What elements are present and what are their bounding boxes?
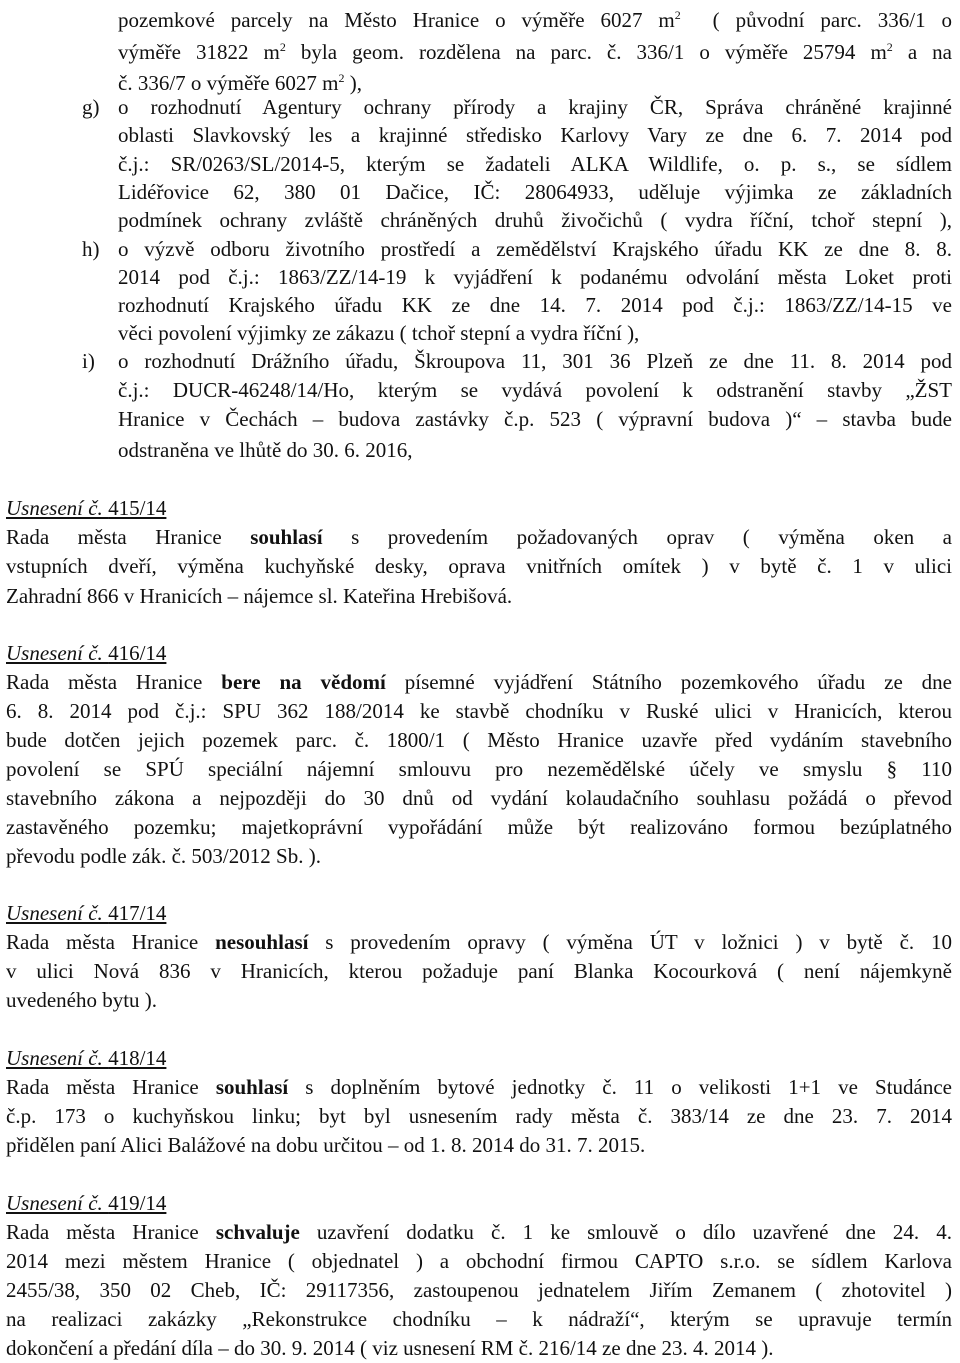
- item-h-label: h): [82, 237, 100, 261]
- resolution-line: 2014 mezi městem Hranice ( objednatel ) a obchodní firmou CAPTO s.r.o. se sídlem Karlova: [6, 1249, 952, 1273]
- item-i-line: Hranice v Čechách – budova zastávky č.p. 523 ( výpravní budova )“ – stavba bude: [118, 407, 952, 431]
- resolution-line: vstupních dveří, výměna kuchyňské desky, oprava vnitřních omítek ) v bytě č. 1 v ulici: [6, 554, 952, 578]
- resolution-line: Zahradní 866 v Hranicích – nájemce sl. Kateřina Hrebišová.: [6, 584, 513, 608]
- resolution-line: dokončení a předání díla – do 30. 9. 2014 ( viz usnesení RM č. 216/14 ze dne 23. 4. 2014 ).: [6, 1336, 774, 1360]
- item-g-line: č.j.: SR/0263/SL/2014-5, kterým se žadateli ALKA Wildlife, o. p. s., se sídlem: [118, 152, 952, 176]
- resolution-line: Rada města Hranice souhlasí s provedením požadovaných oprav ( výměna oken a: [6, 525, 952, 549]
- resolution-line: povolení se SPÚ speciální nájemní smlouvu pro nezemědělské účely ve smyslu § 110: [6, 757, 952, 781]
- resolution-line: uvedeného bytu ).: [6, 988, 158, 1012]
- item-i-line: o rozhodnutí Drážního úřadu, Škroupova 11, 301 36 Plzeň ze dne 11. 8. 2014 pod: [118, 349, 952, 373]
- resolution-heading: Usnesení č. 417/14: [6, 901, 167, 925]
- item-g-line: o rozhodnutí Agentury ochrany přírody a krajiny ČR, Správa chráněné krajinné: [118, 95, 952, 119]
- resolution-line: Rada města Hranice nesouhlasí s provedením opravy ( výměna ÚT v ložnici ) v bytě č. 10: [6, 930, 952, 954]
- resolution-heading: Usnesení č. 419/14: [6, 1191, 167, 1215]
- item-i-line: č.j.: DUCR-46248/14/Ho, kterým se vydává povolení k odstranění stavby „ŽST: [118, 378, 952, 402]
- item-g-line: oblasti Slavkovský les a krajinné středisko Karlovy Vary ze dne 6. 7. 2014 pod: [118, 123, 952, 147]
- resolution-line: Rada města Hranice schvaluje uzavření dodatku č. 1 ke smlouvě o dílo uzavřené dne 24. 4.: [6, 1220, 953, 1244]
- item-h-line: rozhodnutí Krajského úřadu KK ze dne 14. 7. 2014 pod č.j.: 1863/ZZ/14-15 ve: [118, 293, 952, 317]
- item-i-label: i): [82, 349, 95, 373]
- item-f-line-3: č. 336/7 o výměře 6027 $m^2$ ),: [118, 71, 362, 95]
- resolution-heading: Usnesení č. 415/14: [6, 496, 167, 520]
- item-h-line: věci povolení výjimky ze zákazu ( tchoř stepní a vydra říční ),: [118, 321, 640, 345]
- item-g-label: g): [82, 95, 100, 119]
- item-i-line: odstraněna ve lhůtě do 30. 6. 2016,: [118, 438, 413, 462]
- resolution-line: Rada města Hranice bere na vědomí písemné vyjádření Státního pozemkového úřadu ze dne: [6, 670, 952, 694]
- item-g-line: Lidéřovice 62, 380 01 Dačice, IČ: 28064933, uděluje výjimka ze základních: [118, 180, 952, 204]
- resolution-line: stavebního zákona a nejpozději do 30 dnů od vydání kolaudačního souhlasu požádá o převod: [6, 786, 952, 810]
- resolution-line: bude dotčen jejich pozemek parc. č. 1800/1 ( Město Hranice uzavře před vydáním stavebního: [6, 728, 952, 752]
- resolution-line: 6. 8. 2014 pod č.j.: SPU 362 188/2014 ke stavbě chodníku v Ruské ulici v Hranicích, kterou: [6, 699, 952, 723]
- resolution-heading: Usnesení č. 418/14: [6, 1046, 167, 1070]
- item-f-line-2: výměře 31822 $m^2$ byla geom. rozdělena na parc. č. 336/1 o výměře 25794 $m^2$ a na: [118, 40, 952, 64]
- item-g-line: podmínek ochrany zvláště chráněných druhů živočichů ( vydra říční, tchoř stepní ),: [118, 208, 952, 232]
- resolution-line: č.p. 173 o kuchyňskou linku; byt byl usnesením rady města č. 383/14 ze dne 23. 7. 2014: [6, 1104, 952, 1128]
- resolution-line: na realizaci zakázky „Rekonstrukce chodníku – k nádraží“, kterým se upravuje termín: [6, 1307, 952, 1331]
- resolution-line: přidělen paní Alici Balážové na dobu určitou – od 1. 8. 2014 do 31. 7. 2015.: [6, 1133, 646, 1157]
- resolution-line: Rada města Hranice souhlasí s doplněním bytové jednotky č. 11 o velikosti 1+1 ve Studánce: [6, 1075, 952, 1099]
- item-f-line-1: pozemkové parcely na Město Hranice o výměře 6027 $m^2$ ( původní parc. 336/1 o: [118, 8, 953, 32]
- resolution-line: převodu podle zák. č. 503/2012 Sb. ).: [6, 844, 321, 868]
- resolution-line: v ulici Nová 836 v Hranicích, kterou požaduje paní Blanka Kocourková ( není nájemkyně: [6, 959, 952, 983]
- item-h-line: 2014 pod č.j.: 1863/ZZ/14-19 k vyjádření k podanému odvolání města Loket proti: [118, 265, 952, 289]
- resolution-line: 2455/38, 350 02 Cheb, IČ: 29117356, zastoupenou jednatelem Jiřím Zemanem ( zhotovitel ): [6, 1278, 952, 1302]
- item-h-line: o výzvě odboru životního prostředí a zemědělství Krajského úřadu KK ze dne 8. 8.: [118, 237, 952, 261]
- resolution-heading: Usnesení č. 416/14: [6, 641, 167, 665]
- resolution-line: zastavěného pozemku; majetkoprávní vypořádání může být realizováno formou bezúplatného: [6, 815, 952, 839]
